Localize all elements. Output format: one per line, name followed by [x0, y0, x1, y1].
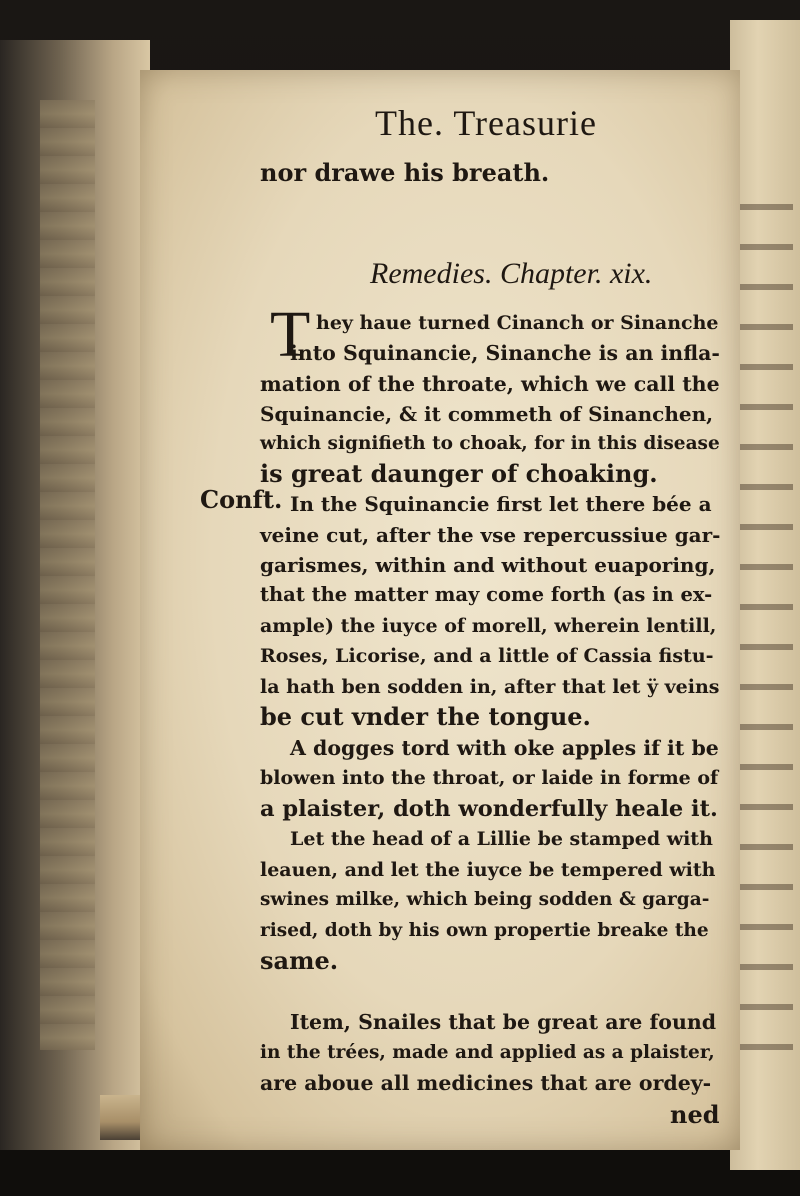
- text-line: that the matter may come forth (as in ex-: [260, 583, 713, 606]
- page-text-block: [140, 70, 740, 1150]
- text-line: a plaister, doth wonderfully heale it.: [260, 796, 718, 822]
- text-line: Item, Snailes that be great are found: [290, 1010, 717, 1034]
- catchword: ned: [670, 1100, 720, 1129]
- text-line: Roses, Licorise, and a little of Cassia fistu-: [260, 645, 714, 667]
- text-line: be cut vnder the tongue.: [260, 702, 591, 731]
- text-line: nor drawe his breath.: [260, 158, 550, 187]
- text-line: are aboue all medicines that are ordey-: [260, 1071, 712, 1095]
- text-line: Let the head of a Lillie be stamped with: [290, 828, 713, 850]
- text-line: A dogges tord with oke apples if it be: [290, 736, 719, 760]
- text-line: mation of the throate, which we call the: [260, 372, 720, 396]
- text-line: In the Squinancie first let there bée a: [290, 492, 712, 516]
- text-line: rised, doth by his own propertie breake the: [260, 920, 709, 941]
- text-line: same.: [260, 946, 339, 975]
- text-line: ample) the iuyce of morell, wherein lentill,: [260, 615, 717, 637]
- text-line: Squinancie, & it commeth of Sinanchen,: [260, 402, 714, 426]
- text-line: hey haue turned Cinanch or Sinanche: [316, 312, 719, 334]
- text-line: which signifieth to choak, for in this disease: [260, 433, 720, 454]
- text-line: in the trées, made and applied as a plaister,: [260, 1042, 715, 1063]
- text-line: leauen, and let the iuyce be tempered with: [260, 859, 716, 881]
- text-line: into Squinancie, Sinanche is an infla-: [290, 341, 720, 365]
- running-head: The. Treasurie: [375, 103, 597, 143]
- text-line: swines milke, which being sodden & garga-: [260, 889, 710, 910]
- book-page: [140, 70, 740, 1150]
- text-line: veine cut, after the vse repercussiue gar-: [260, 523, 721, 547]
- text-line: la hath ben sodden in, after that let ÿ veins: [260, 676, 720, 698]
- text-line: is great daunger of choaking.: [260, 459, 658, 488]
- drop-capital: T: [270, 298, 311, 371]
- text-line: blowen into the throat, or laide in forme of: [260, 767, 719, 789]
- text-line: garismes, within and without euaporing,: [260, 553, 716, 577]
- adjacent-page: [730, 20, 800, 1170]
- adjacent-page-text: [738, 170, 793, 1070]
- chapter-heading: Remedies. Chapter. xix.: [370, 257, 653, 290]
- margin-note: Conft.: [200, 485, 283, 514]
- binding-strip: [40, 100, 95, 1050]
